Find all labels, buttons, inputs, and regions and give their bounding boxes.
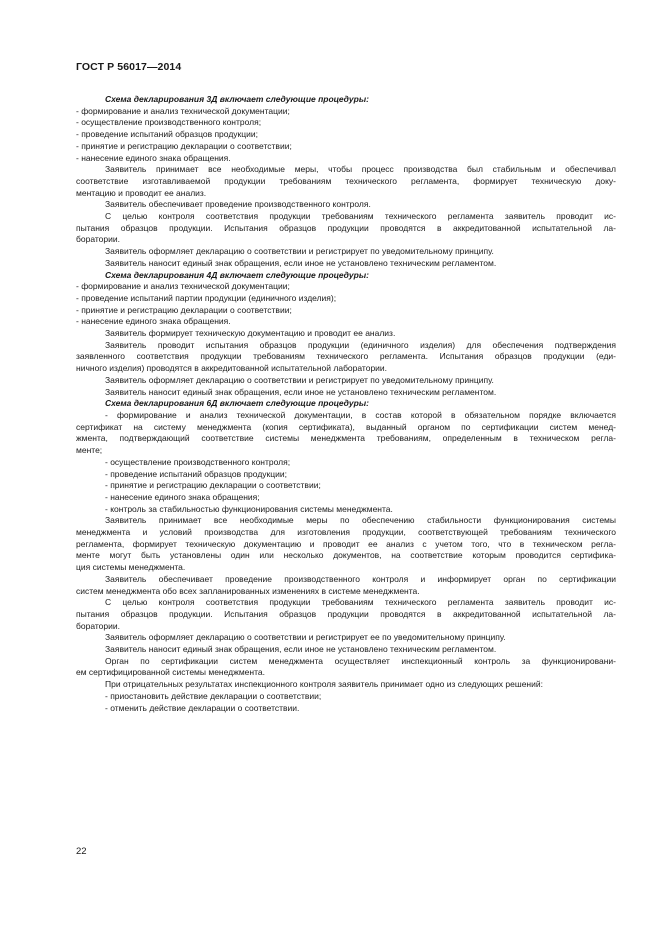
text-line: пытания образцов продукции. Испытания образцов продукции проводятся в аккредитованной испытательной ла- [76, 222, 616, 233]
text-line: менте могут быть установлены один или несколько документов, на соответствие которым проводится сертифика- [76, 550, 616, 561]
text-line: Заявитель оформляет декларацию о соответствии и регистрирует ее по уведомительному принципу. [105, 632, 506, 643]
list-item: - осуществление производственного контроля; [105, 456, 291, 467]
scheme-4d-heading: Схема декларирования 4Д включает следующие процедуры: [105, 269, 369, 280]
list-item: - нанесение единого знака обращения. [76, 316, 231, 327]
text-line: При отрицательных результатах инспекционного контроля заявитель принимает одно из следующих решений: [105, 679, 543, 690]
text-line: Заявитель наносит единый знак обращения, если иное не установлено техническим регламентом. [105, 257, 497, 268]
list-item: - формирование и анализ технической документации; [76, 281, 290, 292]
text-line: пытания образцов продукции. Испытания образцов продукции проводятся в аккредитованной испытательной ла- [76, 608, 616, 619]
text-line: С целью контроля соответствия продукции требованиям технического регламента заявитель проводит ис- [105, 211, 616, 222]
document-header: ГОСТ Р 56017—2014 [76, 61, 182, 73]
text-line: жмента, подтверждающий соответствие системы менеджмента требованиям, определенным в техническом регла- [76, 433, 616, 444]
list-item: - формирование и анализ технической документации, в состав которой в обязательном порядке включается [105, 409, 616, 420]
scheme-6d-heading: Схема декларирования 6Д включает следующие процедуры: [105, 398, 369, 409]
text-line: С целью контроля соответствия продукции требованиям технического регламента заявитель проводит ис- [105, 597, 616, 608]
text-line: боратории. [76, 620, 120, 631]
list-item: - принятие и регистрацию декларации о соответствии; [76, 140, 292, 151]
list-item: - контроль за стабильностью функционирования системы менеджмента. [105, 503, 393, 514]
text-line: Заявитель принимает все необходимые меры по обеспечению стабильности функционирования системы [105, 515, 616, 526]
text-line: Заявитель наносит единый знак обращения, если иное не установлено техническим регламентом. [105, 386, 497, 397]
list-item: - осуществление производственного контроля; [76, 117, 262, 128]
text-line: ем сертифицированной системы менеджмента. [76, 667, 265, 678]
text-line: Заявитель оформляет декларацию о соответствии и регистрирует по уведомительному принципу. [105, 374, 494, 385]
text-line: ция системы менеджмента. [76, 562, 186, 573]
text-line: сертификат на систему менеджмента (копия сертификата), выданный органом по сертификации систем менед- [76, 421, 616, 432]
list-item: - проведение испытаний образцов продукции; [76, 129, 258, 140]
text-line: соответствие изготавливаемой продукции требованиям технического регламента, формирует техническую доку- [76, 175, 616, 186]
list-item: - формирование и анализ технической документации; [76, 105, 290, 116]
text-line: Заявитель обеспечивает проведение производственного контроля и информирует орган по сертификации [105, 573, 616, 584]
list-item: - проведение испытаний партии продукции (единичного изделия); [76, 292, 337, 303]
list-item: - отменить действие декларации о соответствии. [105, 702, 300, 713]
text-line: регламента, формирует техническую документацию и проводит ее анализ с учетом того, что в техническом регла- [76, 538, 616, 549]
scheme-3d-heading: Схема декларирования 3Д включает следующие процедуры: [105, 94, 369, 104]
list-item: - приостановить действие декларации о соответствии; [105, 690, 322, 701]
text-line: Заявитель принимает все необходимые меры, чтобы процесс производства был стабильным и обеспечивал [105, 164, 616, 175]
text-line: Заявитель проводит испытания образцов продукции (единичного изделия) для обеспечения подтверждения [105, 339, 616, 350]
text-line: менте; [76, 445, 103, 456]
text-line: Заявитель формирует техническую документацию и проводит ее анализ. [105, 328, 396, 339]
text-line: Заявитель оформляет декларацию о соответствии и регистрирует по уведомительному принципу. [105, 246, 494, 257]
document-body [76, 94, 616, 714]
text-line: ментацию и проводит ее анализ. [76, 187, 207, 198]
text-line: Заявитель наносит единый знак обращения, если иное не установлено техническим регламентом. [105, 644, 497, 655]
text-line: менеджмента и условий производства для изготовления продукции, соответствующей требованиям технического [76, 527, 616, 538]
text-line: Заявитель обеспечивает проведение производственного контроля. [105, 199, 371, 210]
list-item: - принятие и регистрацию декларации о соответствии; [76, 304, 292, 315]
text-line: Орган по сертификации систем менеджмента осуществляет инспекционный контроль за функционировани- [105, 655, 616, 666]
list-item: - принятие и регистрацию декларации о соответствии; [105, 480, 321, 491]
text-line: заявленного соответствия продукции требованиям технического регламента. Испытания образцов продукции (еди- [76, 351, 616, 362]
text-line: систем менеджмента обо всех запланированных изменениях в системе менеджмента. [76, 585, 420, 596]
list-item: - нанесение единого знака обращения; [105, 491, 260, 502]
list-item: - нанесение единого знака обращения. [76, 152, 231, 163]
page-number: 22 [76, 846, 87, 857]
text-line: ничного изделия) проводятся в аккредитованной испытательной лаборатории. [76, 363, 388, 374]
text-line: боратории. [76, 234, 120, 245]
list-item: - проведение испытаний образцов продукции; [105, 468, 287, 479]
